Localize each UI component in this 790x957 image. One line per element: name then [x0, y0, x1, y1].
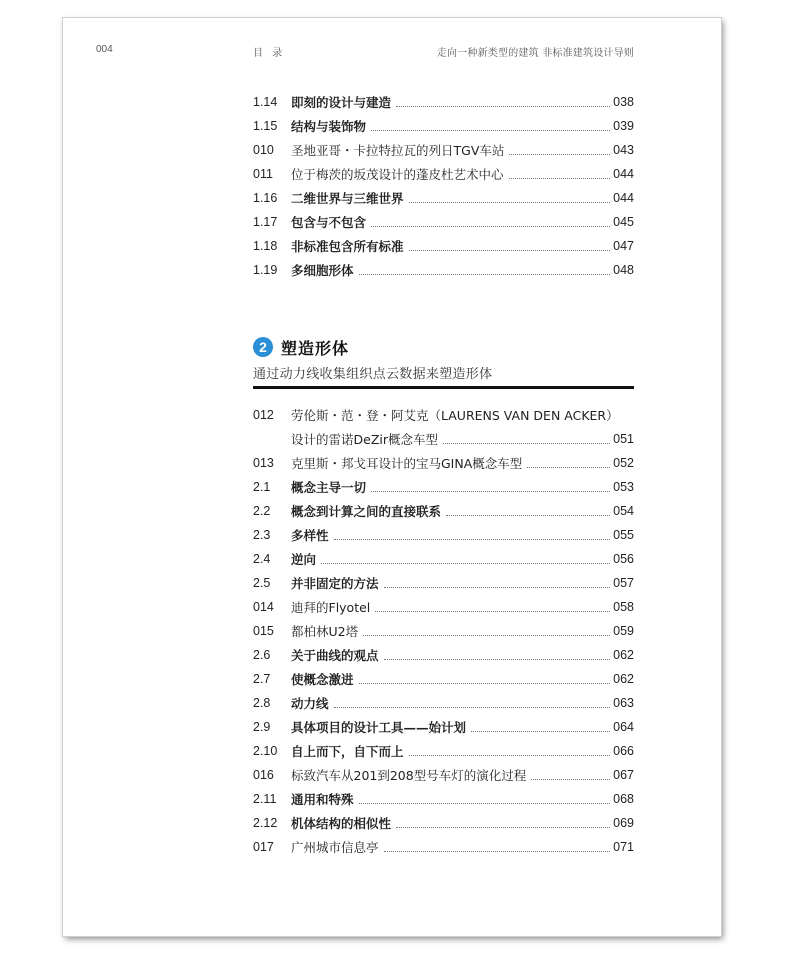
toc-entry	[253, 114, 634, 138]
toc-entry-page: 059	[613, 624, 634, 638]
toc-entry-page: 044	[613, 191, 634, 205]
toc-leader-dots	[509, 154, 610, 155]
toc-entry-title: 设计的雷诺DeZir概念车型	[291, 432, 438, 447]
toc-entry-title: 即刻的设计与建造	[291, 95, 392, 110]
toc-entry-title: 具体项目的设计工具——始计划	[291, 720, 467, 735]
toc-entry-page: 047	[613, 239, 634, 253]
toc-entry-number: 014	[253, 600, 274, 614]
toc-entry-title: 非标准包含所有标准	[291, 239, 404, 254]
toc-leader-dots	[509, 178, 611, 179]
toc-entry-page: 056	[613, 552, 634, 566]
header-book-title: 走向一种新类型的建筑 非标准建筑设计导则	[436, 48, 634, 59]
toc-leader-dots	[371, 226, 610, 227]
toc-leader-dots	[384, 659, 611, 660]
toc-entry-title: 位于梅茨的坂茂设计的蓬皮杜艺术中心	[291, 167, 504, 182]
toc-leader-dots	[443, 443, 610, 444]
toc-list-top	[253, 90, 634, 282]
toc-entry-number: 2.6	[253, 648, 271, 662]
toc-entry-title: 动力线	[291, 696, 329, 711]
toc-entry-page: 069	[613, 816, 634, 830]
section-heading	[253, 334, 634, 389]
toc-entry-page: 054	[613, 504, 634, 518]
toc-entry-page: 058	[613, 600, 634, 614]
toc-entry-page: 063	[613, 696, 634, 710]
toc-entry-page: 067	[613, 768, 634, 782]
toc-entry-page: 055	[613, 528, 634, 542]
toc-entry	[253, 186, 634, 210]
toc-entry-page: 053	[613, 480, 634, 494]
toc-entry-number: 1.14	[253, 95, 278, 109]
toc-entry	[253, 258, 634, 282]
toc-entry-number: 011	[253, 167, 273, 181]
toc-entry-number: 015	[253, 624, 274, 638]
toc-entry-page: 038	[613, 95, 634, 109]
toc-entry-title: 克里斯・邦戈耳设计的宝马GINA概念车型	[291, 456, 523, 471]
toc-entry-title: 并非固定的方法	[291, 576, 379, 591]
toc-entry-title: 机体结构的相似性	[291, 816, 392, 831]
toc-leader-dots	[359, 683, 611, 684]
toc-entry-page: 071	[613, 840, 634, 854]
toc-entry-page: 068	[613, 792, 634, 806]
toc-leader-dots	[527, 467, 610, 468]
toc-entry-title: 逆向	[291, 552, 317, 567]
toc-entry-title: 概念到计算之间的直接联系	[291, 504, 442, 519]
toc-leader-dots	[321, 563, 610, 564]
toc-entry-title: 包含与不包含	[291, 215, 367, 230]
toc-entry-number: 012	[253, 408, 274, 422]
toc-entry-number: 2.3	[253, 528, 271, 542]
toc-entry	[253, 427, 634, 451]
section-subtitle: 通过动力线收集组织点云数据来塑造形体	[253, 367, 493, 382]
toc-entry-page: 043	[613, 143, 634, 157]
toc-entry-number: 017	[253, 840, 274, 854]
toc-entry-page: 057	[613, 576, 634, 590]
toc-leader-dots	[409, 755, 611, 756]
toc-leader-dots	[409, 202, 611, 203]
toc-entry	[253, 715, 634, 739]
toc-leader-dots	[396, 827, 610, 828]
toc-entry	[253, 571, 634, 595]
toc-entry-number: 2.10	[253, 744, 278, 758]
toc-entry-number: 2.2	[253, 504, 271, 518]
toc-entry-title: 使概念激进	[291, 672, 354, 687]
toc-entry-number: 2.5	[253, 576, 271, 590]
section-title-row	[253, 334, 634, 360]
toc-entry-title: 多样性	[291, 528, 329, 543]
toc-entry-page: 045	[613, 215, 634, 229]
toc-entry-number: 1.17	[253, 215, 278, 229]
toc-entry-title: 圣地亚哥・卡拉特拉瓦的列日TGV车站	[291, 143, 505, 158]
toc-entry-title: 二维世界与三维世界	[291, 191, 404, 206]
toc-leader-dots	[384, 851, 611, 852]
toc-entry-title: 标致汽车从201到208型号车灯的演化过程	[291, 768, 527, 783]
toc-entry	[253, 90, 634, 114]
toc-leader-dots	[363, 635, 610, 636]
header-page-number: 004	[96, 44, 113, 55]
toc-leader-dots	[375, 611, 610, 612]
toc-entry-page: 066	[613, 744, 634, 758]
toc-entry-page: 051	[613, 432, 634, 446]
toc-entry	[253, 475, 634, 499]
toc-entry	[253, 210, 634, 234]
toc-leader-dots	[334, 707, 611, 708]
toc-leader-dots	[384, 587, 611, 588]
toc-entry-number: 2.11	[253, 792, 277, 806]
toc-entry-number: 016	[253, 768, 274, 782]
toc-leader-dots	[371, 491, 610, 492]
toc-leader-dots	[409, 250, 611, 251]
section-divider	[253, 386, 634, 389]
toc-entry-page: 044	[613, 167, 634, 181]
toc-entry	[253, 499, 634, 523]
toc-leader-dots	[359, 803, 611, 804]
toc-entry-number: 1.19	[253, 263, 278, 277]
toc-leader-dots	[396, 106, 610, 107]
toc-entry-number: 2.12	[253, 816, 278, 830]
toc-entry-number: 2.7	[253, 672, 271, 686]
toc-entry	[253, 595, 634, 619]
toc-entry-title: 通用和特殊	[291, 792, 354, 807]
toc-entry	[253, 835, 634, 859]
toc-leader-dots	[359, 274, 611, 275]
toc-entry-number: 010	[253, 143, 274, 157]
toc-entry	[253, 234, 634, 258]
toc-entry-title: 自上而下，自下而上	[291, 744, 404, 759]
header-contents-title: 目 录	[253, 48, 286, 59]
toc-entry-title: 广州城市信息亭	[291, 840, 379, 855]
toc-leader-dots	[371, 130, 610, 131]
toc-entry	[253, 739, 634, 763]
toc-leader-dots	[471, 731, 610, 732]
toc-entry-title: 多细胞形体	[291, 263, 354, 278]
section-number-badge: 2	[253, 337, 273, 357]
toc-entry	[253, 547, 634, 571]
toc-entry-number: 013	[253, 456, 274, 470]
toc-leader-dots	[446, 515, 610, 516]
toc-entry	[253, 619, 634, 643]
toc-entry-title: 迪拜的Flyotel	[291, 600, 371, 615]
toc-entry	[253, 667, 634, 691]
toc-entry-page: 048	[613, 263, 634, 277]
toc-entry	[253, 451, 634, 475]
toc-entry-title: 结构与装饰物	[291, 119, 367, 134]
toc-entry-page: 062	[613, 672, 634, 686]
section-title: 塑造形体	[281, 338, 350, 358]
toc-entry-number: 2.8	[253, 696, 271, 710]
toc-entry-title: 关于曲线的观点	[291, 648, 379, 663]
toc-leader-dots	[334, 539, 611, 540]
toc-entry-page: 039	[613, 119, 634, 133]
toc-entry	[253, 523, 634, 547]
toc-entry-page: 064	[613, 720, 634, 734]
toc-entry-number: 1.18	[253, 239, 278, 253]
toc-entry-number: 1.16	[253, 191, 278, 205]
toc-entry-page: 062	[613, 648, 634, 662]
toc-entry	[253, 787, 634, 811]
toc-entry	[253, 811, 634, 835]
toc-entry	[253, 763, 634, 787]
toc-entry	[253, 643, 634, 667]
toc-list-bottom	[253, 403, 634, 859]
toc-entry-title: 劳伦斯・范・登・阿艾克（LAURENS VAN DEN ACKER）	[291, 408, 619, 423]
toc-entry	[253, 138, 634, 162]
toc-entry-page: 052	[613, 456, 634, 470]
toc-entry-title: 都柏林U2塔	[291, 624, 359, 639]
toc-entry-number: 1.15	[253, 119, 278, 133]
toc-entry-number: 2.1	[253, 480, 271, 494]
toc-entry	[253, 162, 634, 186]
toc-entry	[253, 691, 634, 715]
toc-entry-title: 概念主导一切	[291, 480, 367, 495]
toc-leader-dots	[531, 779, 610, 780]
toc-entry	[253, 403, 634, 427]
toc-entry-number: 2.9	[253, 720, 271, 734]
toc-entry-number: 2.4	[253, 552, 271, 566]
